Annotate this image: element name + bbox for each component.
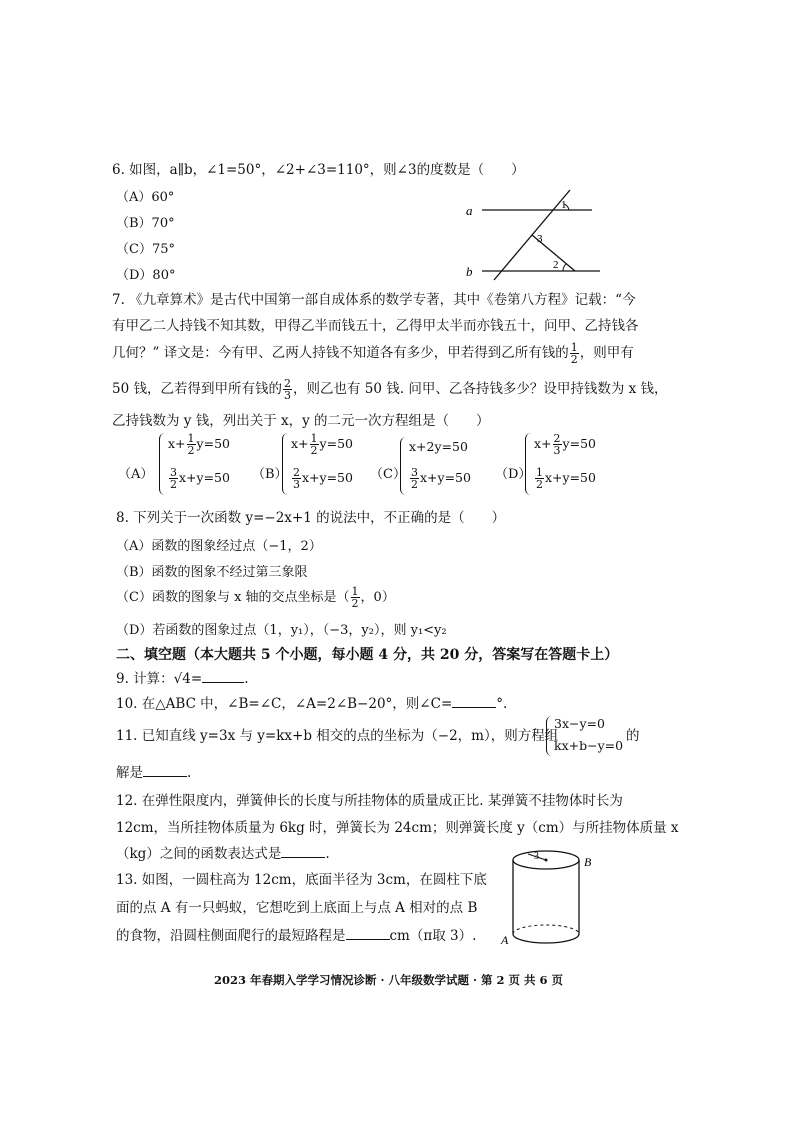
q7-line-3	[112, 342, 634, 365]
label-a: a	[466, 203, 473, 218]
q13-line-2: 面的点 A 有一只蚂蚁，它想吃到上底面上与点 A 相对的点 B	[116, 900, 478, 916]
q12-line-1: 12. 在弹性限度内，弹簧伸长的长度与所挂物体的质量成正比. 某弹簧不挂物体时长为	[116, 793, 623, 809]
q7-choice-b-label: （B）	[252, 467, 288, 482]
cylinder-bottom	[513, 934, 579, 943]
q8-option-b: （B）函数的图象不经过第三象限	[116, 565, 308, 580]
angle-2-label: 2	[553, 259, 559, 271]
q7-line-4	[112, 378, 668, 401]
q8-stem: 8. 下列关于一次函数 y=−2x+1 的说法中，不正确的是（ ）	[116, 510, 506, 526]
cylinder-figure	[498, 846, 608, 950]
radius-label: 3	[534, 851, 539, 862]
q12-line-3: （kg）之间的函数表达式是 .	[116, 846, 330, 862]
point-a-label: A	[501, 933, 509, 947]
fraction-half: $\frac{1}{2}$	[570, 341, 578, 366]
q11-equation-system: 3x−y=0 kx+b−y=0	[546, 716, 626, 760]
q7-choice-b-system: x+ $\frac{1}{2}$ y=50 $\frac{2}{3}$ x+y=50	[282, 433, 392, 499]
q13-line-3: 的食物，沿圆柱侧面爬行的最短路程是 cm（π取 3）.	[116, 928, 477, 944]
q13-answer-blank[interactable]	[346, 927, 390, 940]
q7-line-5: 乙持钱数为 y 钱，列出关于 x，y 的二元一次方程组是（ ）	[112, 413, 490, 429]
q7-line-3-text: 几何？” 译文是：今有甲、乙两人持钱不知道各有多少，甲若得到乙所有钱的	[112, 345, 569, 361]
q10: 10. 在△ABC 中，∠B=∠C，∠A=2∠B−20°，则∠C= °.	[116, 696, 508, 712]
q6-option-c: （C）75°	[116, 242, 175, 257]
q11-line-2: 解是 .	[116, 765, 192, 781]
q8-option-d: （D）若函数的图象过点（1，y₁），（−3，y₂），则 y₁<y₂	[116, 623, 447, 638]
q7-choice-a-label: （A）	[118, 467, 154, 482]
angle-3-label: 3	[537, 233, 543, 245]
q6-option-a: （A）60°	[116, 190, 175, 205]
q7-line-4-tail: ，则乙也有 50 钱. 问甲、乙各持钱多少？设甲持钱数为 x 钱，	[292, 381, 668, 397]
q11-tail: 的	[626, 728, 640, 744]
q8-option-c: （C）函数的图象与 x 轴的交点坐标是（ $\frac{1}{2}$ ，0）	[116, 585, 395, 610]
q7-choice-d-label: （D）	[495, 467, 532, 482]
q10-answer-blank[interactable]	[452, 695, 496, 708]
section-heading-fill-in: 二、填空题（本大题共 5 个小题，每小题 4 分，共 20 分，答案写在答题卡上）	[116, 647, 619, 663]
q7-choice-c-system: x+2y=50 $\frac{3}{2}$ x+y=50	[400, 437, 510, 499]
q7-choice-a-system: x+ $\frac{1}{2}$ y=50 $\frac{3}{2}$ x+y=50	[159, 433, 269, 499]
q7-line-4-text: 50 钱，乙若得到甲所有钱的	[112, 381, 282, 397]
page-footer: 2023 年春期入学学习情况诊断 · 八年级数学试题 · 第 2 页 共 6 页	[214, 973, 564, 987]
q6-figure	[460, 186, 610, 286]
q9-answer-blank[interactable]	[202, 670, 244, 683]
q7-choice-d-system: x+ $\frac{2}{3}$ y=50 $\frac{1}{2}$ x+y=50	[525, 433, 635, 499]
q11-line-1: 11. 已知直线 y=3x 与 y=kx+b 相交的点的坐标为（−2，m），则方程组	[116, 728, 559, 744]
q6-option-b: （B）70°	[116, 216, 175, 231]
q13-line-1: 13. 如图，一圆柱高为 12cm，底面半径为 3cm，在圆柱下底	[116, 872, 487, 888]
point-b-label: B	[584, 855, 592, 869]
q12-line-2: 12cm，当所挂物体质量为 6kg 时，弹簧长为 24cm；则弹簧长度 y（cm）与所挂物体质量 x	[116, 820, 679, 836]
q7-choice-c-label: （C）	[370, 467, 406, 482]
q7-line-1: 7. 《九章算术》是古代中国第一部自成体系的数学专著，其中《卷第八方程》记载：“今	[112, 292, 636, 308]
angle-1-label: 1	[561, 199, 567, 211]
q9: 9. 计算：√4= .	[116, 671, 249, 687]
q7-line-3-tail: ，则甲有	[579, 345, 634, 361]
q6-option-d: （D）80°	[116, 268, 176, 283]
q11-answer-blank[interactable]	[143, 764, 187, 777]
q12-answer-blank[interactable]	[281, 845, 325, 858]
fraction-two-thirds: $\frac{2}{3}$	[283, 377, 291, 402]
q6-stem: 6. 如图，a∥b，∠1=50°，∠2+∠3=110°，则∠3的度数是（ ）	[112, 162, 525, 178]
q8-option-a: （A）函数的图象经过点（−1，2）	[116, 539, 322, 554]
q7-line-2: 有甲乙二人持钱不知其数，甲得乙半而钱五十，乙得甲太半而亦钱五十，问甲、乙持钱各	[112, 318, 639, 334]
label-b: b	[466, 264, 473, 279]
